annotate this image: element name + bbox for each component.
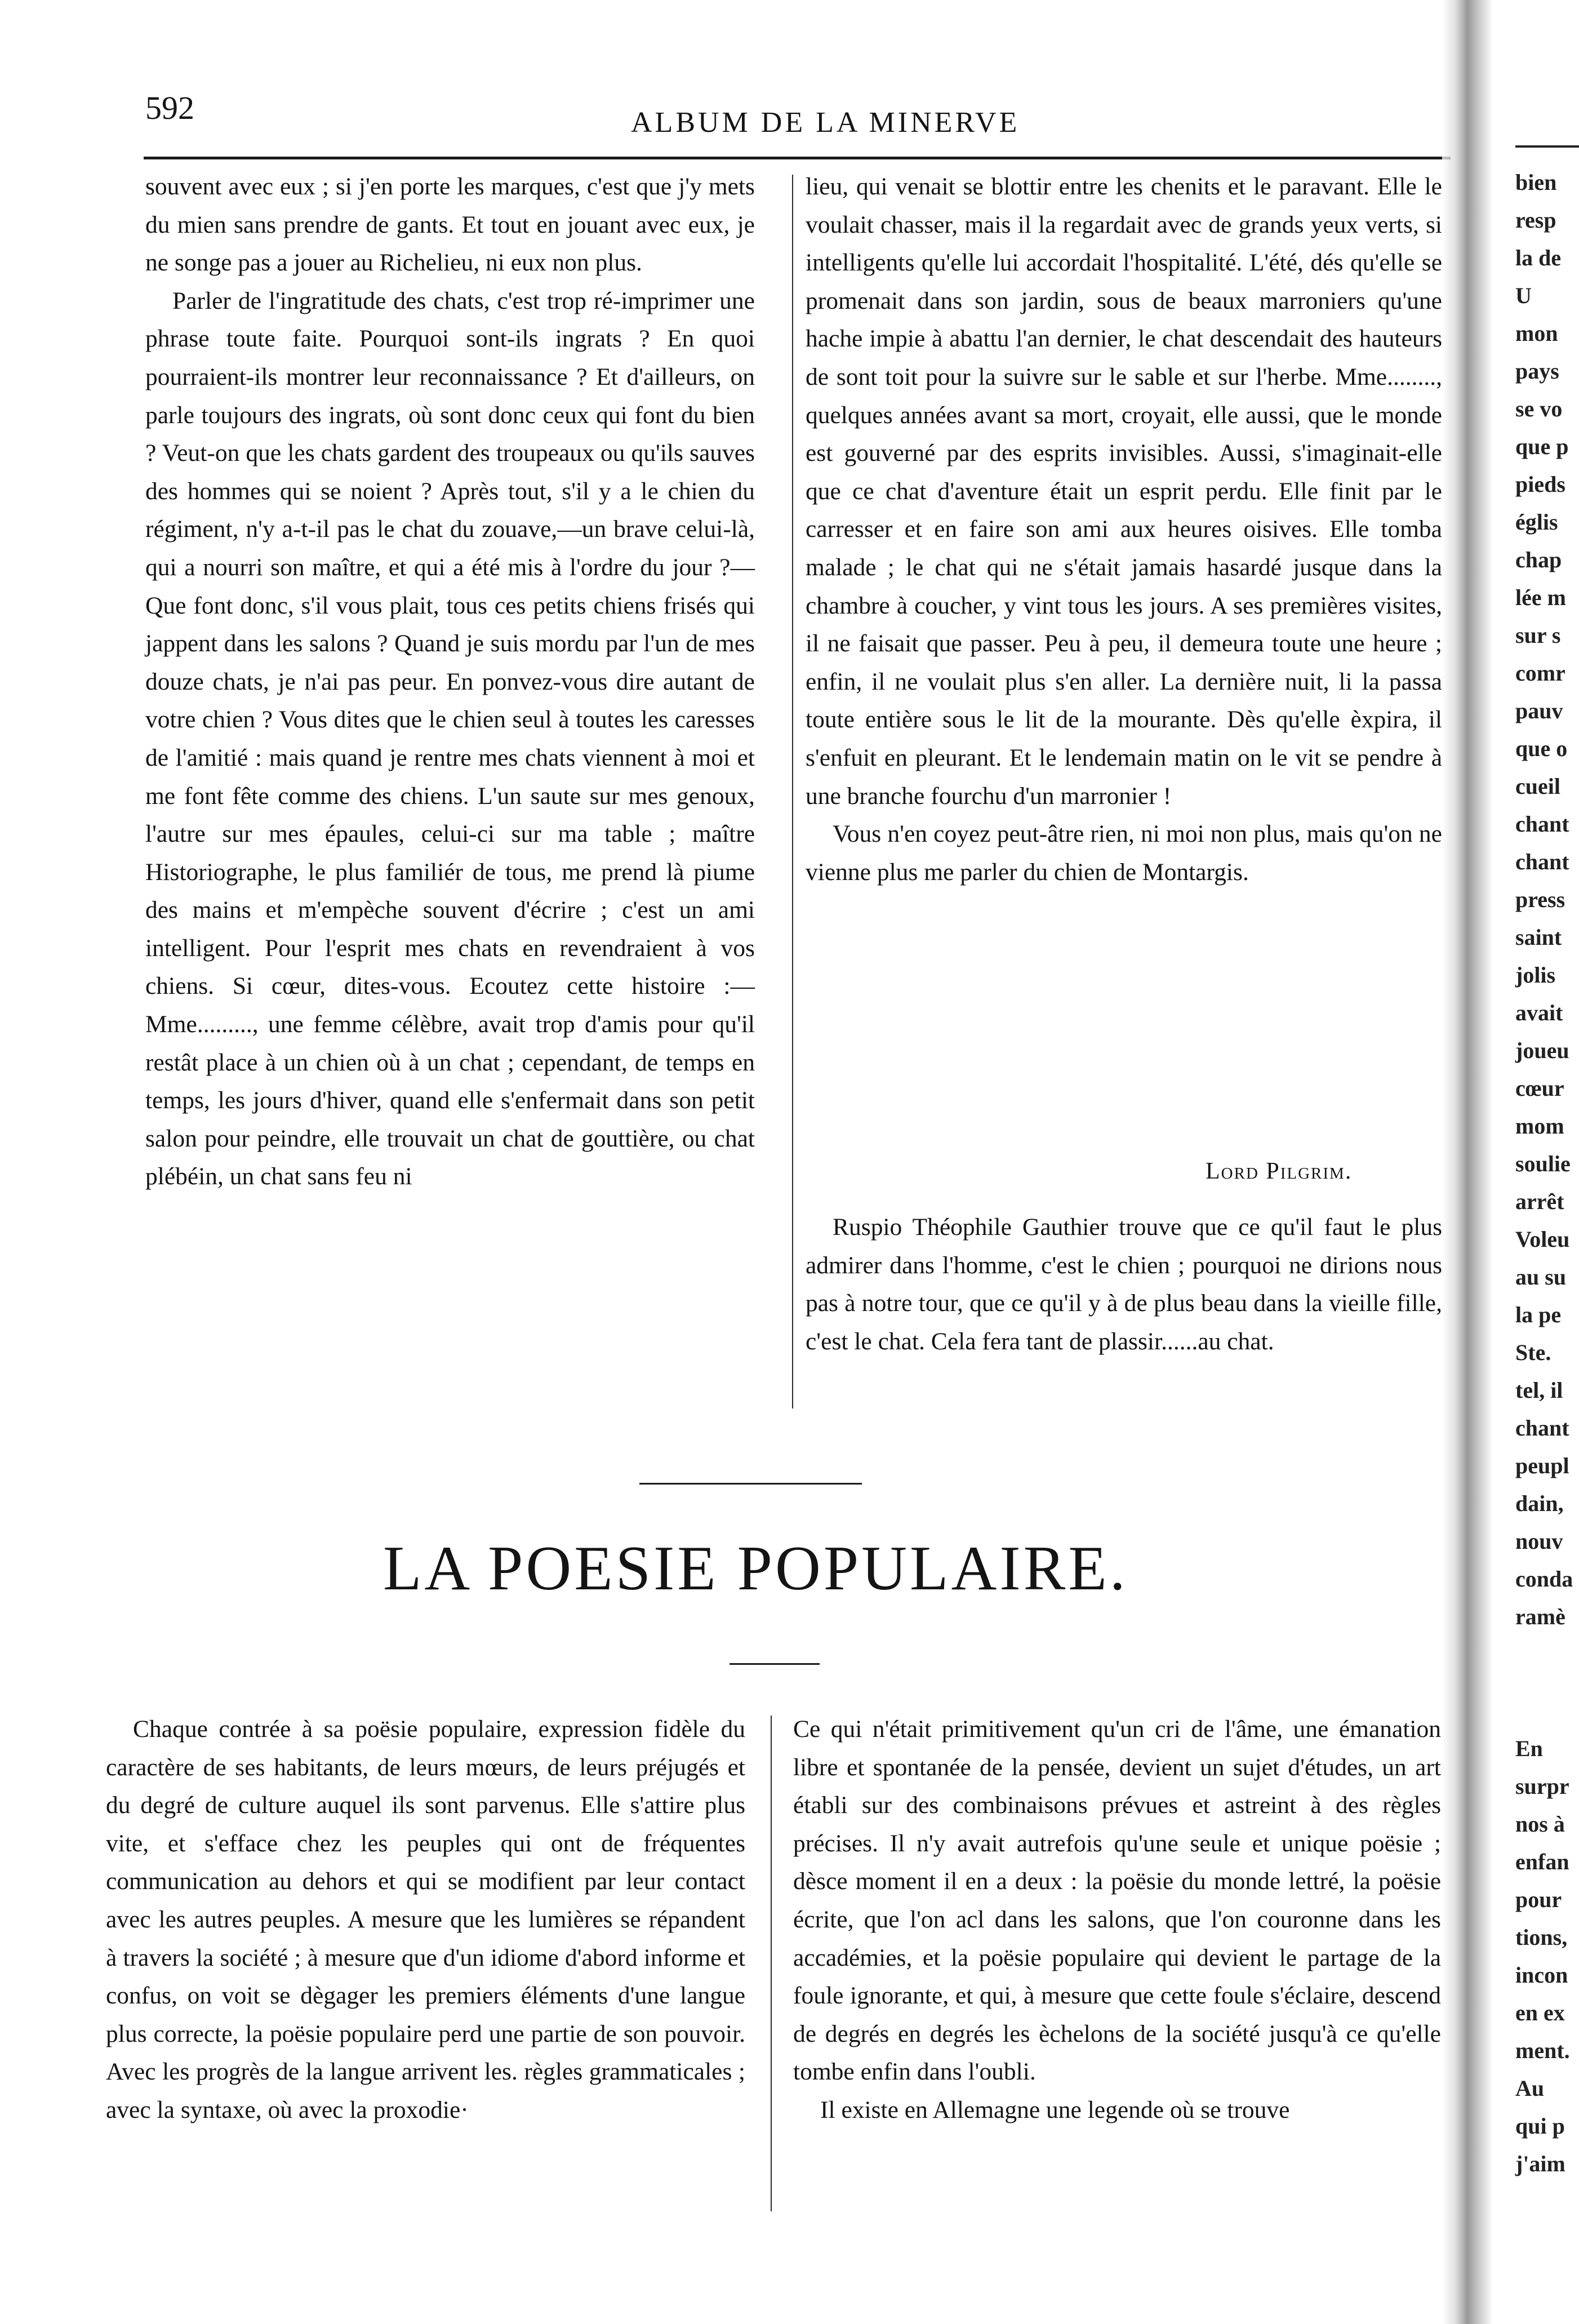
bleed-line: cœur bbox=[1515, 1076, 1564, 1101]
bleed-line: enfan bbox=[1515, 1849, 1569, 1874]
bleed-line: lée m bbox=[1515, 585, 1566, 610]
bleed-line: la pe bbox=[1515, 1302, 1562, 1327]
top-right-column bbox=[806, 168, 1442, 891]
bleed-line: pays bbox=[1515, 358, 1559, 384]
bleed-line: surpr bbox=[1515, 1774, 1569, 1799]
bleed-line: En bbox=[1515, 1736, 1543, 1761]
paragraph: souvent avec eux ; si j'en porte les marques, c'est que j'y mets du mien sans prendre de gants. Et tout en jouant avec eux, je ne songe pas a jouer au Richelieu, ni eux non plus. bbox=[145, 173, 755, 277]
bleed-line: joueu bbox=[1515, 1038, 1569, 1063]
bleed-line: la de bbox=[1515, 245, 1562, 270]
bleed-line: en ex bbox=[1515, 2000, 1565, 2025]
bleed-line: mom bbox=[1515, 1113, 1564, 1139]
bleed-line: pour bbox=[1515, 1887, 1562, 1912]
bleed-line: incon bbox=[1515, 1962, 1568, 1988]
bleed-line: arrêt bbox=[1515, 1189, 1564, 1214]
paragraph: Chaque contrée à sa poësie populaire, expression fidèle du caractère de ses habitants, de leurs mœurs, de leurs préjugés et du degré de culture auquel ils sont parvenus. Elle s'attire plus vite, et s'efface chez les peuples qui ont de fréquentes communication au dehors et qui se modifient par leur contact avec les autres peuples. A mesure que les lumières se répandent à travers la société ; à mesure que d'un idiome d'abord informe et confus, on voit se dègager les premiers éléments d'une langue plus correcte, la poësie populaire perd une partie de son pouvoir. Avec les progrès de la langue arrivent les. règles grammaticales ; avec la syntaxe, où avec la proxodie· bbox=[106, 1716, 745, 2123]
bleed-line: conda bbox=[1515, 1566, 1573, 1592]
section-rule-top bbox=[639, 1483, 862, 1485]
bleed-line: se vo bbox=[1515, 396, 1563, 421]
bleed-line: avait bbox=[1515, 1000, 1563, 1025]
bleed-line: ment. bbox=[1515, 2038, 1570, 2063]
bleed-line: tions, bbox=[1515, 1925, 1568, 1950]
bleed-line: au su bbox=[1515, 1264, 1567, 1290]
page-number: 592 bbox=[145, 90, 194, 126]
paragraph: Ce qui n'était primitivement qu'un cri de l'âme, une émanation libre et spontanée de la pensée, devient un sujet d'études, un art établi sur des combinaisons prévues et astreint à des règles précises. Il n'y avait autrefois qu'une seule et unique poësie ; dèsce moment il en a deux : la poësie du monde lettré, la poësie écrite, que l'on acl dans les salons, que l'on couronne dans les accadémies, et la poësie populaire qui devient le partage de la foule ignorante, et qui, à mesure que cette foule s'éclaire, descend de degrés en degrés les èchelons de la société jusqu'à ce qu'elle tombe enfin dans l'oubli. bbox=[793, 1716, 1441, 2086]
bleed-line: peupl bbox=[1515, 1453, 1569, 1478]
bleed-line: sur s bbox=[1515, 623, 1561, 648]
bleed-line: press bbox=[1515, 887, 1565, 912]
adjacent-page-text-lower bbox=[1515, 1730, 1570, 2183]
paragraph: lieu, qui venait se blottir entre les chenits et le paravant. Elle le voulait chasser, mais il la regardait avec de grands yeux verts, si intelligents qu'elle lui accordait l'hospitalité. L'été, dés qu'elle se promenait dans son jardin, sous de beaux marroniers qu'une hache impie à abattu l'an dernier, le chat descendait des hauteurs de sont toit pour la suivre sur le sable et sur l'herbe. Mme........, quelques années avant sa mort, croyait, elle aussi, que le monde est gouverné par des esprits invisibles. Aussi, s'imaginait-elle que ce chat d'aventure était un esprit perdu. Elle finit par le carresser et en faire son ami aux heures oisives. Elle tomba malade ; le chat qui ne s'était jamais hasardé jusque dans la chambre à coucher, y vint tous les jours. A ses premières visites, il ne faisait que passer. Peu à peu, il demeura toute une heure ; enfin, il ne voulait plus s'en aller. La dernière nuit, li la passa toute entière sous le lit de la mourante. Dès qu'elle èxpira, il s'enfuit en pleurant. Et le lendemain matin on le vit se pendre à une branche fourchu d'un marronier ! bbox=[806, 173, 1442, 810]
bleed-line: comr bbox=[1515, 660, 1565, 686]
bleed-line: églis bbox=[1515, 509, 1558, 535]
paragraph: Il existe en Allemagne une legende où se trouve bbox=[820, 2096, 1290, 2123]
bleed-line: nouv bbox=[1515, 1528, 1563, 1554]
section-title: LA POESIE POPULAIRE. bbox=[383, 1534, 1128, 1603]
bleed-line: chant bbox=[1515, 811, 1569, 837]
bleed-line: chant bbox=[1515, 849, 1569, 874]
bleed-line: saint bbox=[1515, 925, 1562, 950]
bleed-line: ramè bbox=[1515, 1604, 1565, 1629]
bottom-left-column bbox=[106, 1710, 745, 2130]
top-left-column bbox=[145, 168, 755, 1196]
bleed-line: Voleu bbox=[1515, 1227, 1570, 1252]
bleed-line: Ste. bbox=[1515, 1340, 1551, 1365]
page-gutter-shadow bbox=[1442, 0, 1493, 2324]
page-header bbox=[0, 0, 1579, 169]
bleed-line: chant bbox=[1515, 1415, 1569, 1441]
bleed-line: nos à bbox=[1515, 1811, 1565, 1837]
bleed-line: j'aim bbox=[1515, 2151, 1565, 2176]
bottom-right-column bbox=[793, 1710, 1441, 2130]
header-rule bbox=[144, 157, 1451, 159]
adjacent-page-text-upper bbox=[1515, 163, 1573, 1636]
bleed-line: que o bbox=[1515, 736, 1568, 761]
note-paragraph bbox=[806, 1208, 1442, 1361]
bleed-line: soulie bbox=[1515, 1151, 1571, 1176]
bleed-line: qui p bbox=[1515, 2113, 1565, 2139]
bleed-line: U bbox=[1515, 283, 1532, 308]
bleed-line: cueil bbox=[1515, 774, 1560, 799]
adjacent-page-rule bbox=[1515, 145, 1579, 148]
paragraph: Ruspio Théophile Gauthier trouve que ce qu'il faut le plus admirer dans l'homme, c'est le chien ; pourquoi ne dirions nous pas à notre tour, que ce qu'il y à de plus beau dans la vieille fille, c'est le chat. Cela fera tant de plassir......au chat. bbox=[806, 1214, 1442, 1355]
section-rule-bottom bbox=[730, 1663, 820, 1665]
bleed-line: mon bbox=[1515, 321, 1558, 346]
bleed-line: chap bbox=[1515, 547, 1562, 572]
column-divider bbox=[771, 1716, 772, 2211]
bleed-line: dain, bbox=[1515, 1491, 1564, 1516]
running-title: ALBUM DE LA MINERVE bbox=[631, 106, 1020, 139]
bleed-line: Au bbox=[1515, 2076, 1545, 2101]
bleed-line: resp bbox=[1515, 207, 1556, 233]
paragraph: Vous n'en coyez peut-âtre rien, ni moi non plus, mais qu'on ne vienne plus me parler du chien de Montargis. bbox=[806, 820, 1442, 886]
bleed-line: bien bbox=[1515, 170, 1557, 195]
bleed-line: pieds bbox=[1515, 472, 1565, 497]
bleed-line: que p bbox=[1515, 434, 1569, 459]
column-divider bbox=[792, 175, 793, 1408]
paragraph: Parler de l'ingratitude des chats, c'est trop ré-imprimer une phrase toute faite. Pourquoi sont-ils ingrats ? En quoi pourraient-ils montrer leur reconnaissance ? Et d'ailleurs, on parle toujours des ingrats, où sont donc ceux qui font du bien ? Veut-on que les chats gardent des troupeaux ou qu'ils sauves des hommes qui se noient ? Après tout, s'il y a le chien du régiment, n'y a-t-il pas le chat du zouave,—un brave celui-là, qui a nourri son maître, et qui a été mis à l'ordre du jour ?—Que font donc, s'il vous plait, tous ces petits chiens frisés qui jappent dans les salons ? Quand je suis mordu par l'un de mes douze chats, je n'ai pas peur. En ponvez-vous dire autant de votre chien ? Vous dites que le chien seul à toutes les caresses de l'amitié : mais quand je rentre mes chats viennent à moi et me font fête comme des chiens. L'un saute sur mes genoux, l'autre sur mes épaules, celui-ci sur ma table ; maître Historiographe, le plus familiér de tous, me prend là piume des mains et m'empèche souvent d'écrire ; c'est un ami intelligent. Pour l'esprit mes chats en revendraient à vos chiens. Si cœur, dites-vous. Ecoutez cette histoire :—Mme........., une femme célèbre, avait trop d'amis pour qu'il restât place à un chien où à un chat ; cependant, de temps en temps, les jours d'hiver, quand elle s'enfermait dans son petit salon pour peindre, elle trouvait un chat de gouttière, ou chat plébéin, un chat sans feu ni bbox=[145, 287, 755, 1190]
bleed-line: tel, il bbox=[1515, 1377, 1563, 1403]
bleed-line: pauv bbox=[1515, 698, 1563, 723]
signature: Lord Pilgrim. bbox=[1206, 1158, 1353, 1184]
bleed-line: jolis bbox=[1515, 962, 1556, 988]
